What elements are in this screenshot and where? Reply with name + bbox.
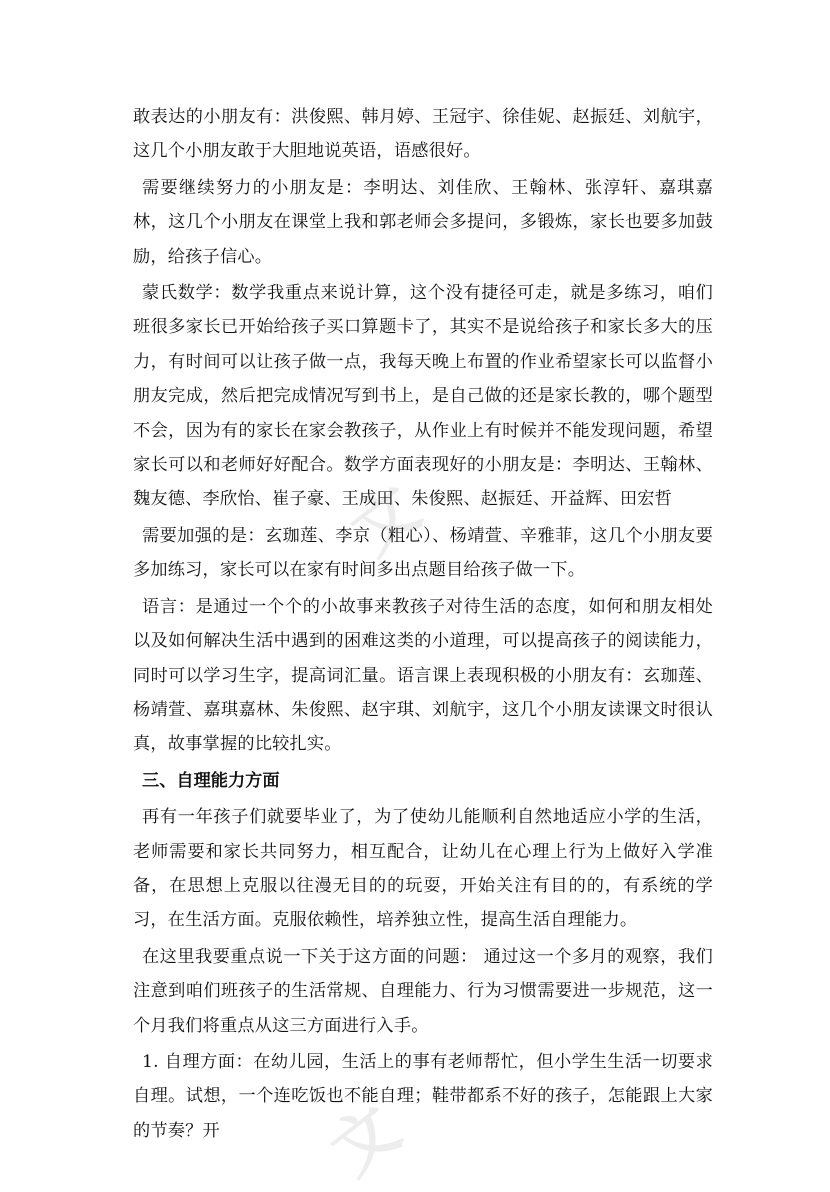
watermark: 文 <box>337 471 434 570</box>
paragraph-english-improve: 需要继续努力的小朋友是：李明达、刘佳欣、王翰林、张淳轩、嘉琪嘉林，这几个小朋友在课堂上我和郭老师会多提问，多锻炼，家长也要多加鼓励，给孩子信心。 <box>133 177 713 267</box>
paragraph-self-care-focus: 在这里我要重点说一下关于这方面的问题： 通过这一个多月的观察，我们注意到咱们班孩子的生活常规、自理能力、行为习惯需要进一步规范，这一个月我们将重点从这三方面进行入手。 <box>133 946 713 1036</box>
paragraph-math: 蒙氏数学：数学我重点来说计算，这个没有捷径可走，就是多练习，咱们班很多家长已开始给孩子买口算题卡了，其实不是说给孩子和家长多大的压力，有时间可以让孩子做一点，我每天晚上布置的作业希望家长可以监督小朋友完成，然后把完成情况写到书上，是自己做的还是家长教的，哪个题型不会，因为有的家长在家会教孩子，从作业上有时候并不能发现问题，希望家长可以和老师好好配合。数学方面表现好的小朋友是：李明达、王翰林、魏友德、李欣怡、崔子豪、王成田、朱俊熙、赵振廷、开益辉、田宏哲 <box>133 283 713 510</box>
paragraph-english-confident: 敢表达的小朋友有：洪俊熙、韩月婷、王冠宇、徐佳妮、赵振廷、刘航宇，这几个小朋友敢于大胆地说英语，语感很好。 <box>133 107 713 162</box>
paragraph-self-care-item-1: 1. 自理方面：在幼儿园，生活上的事有老师帮忙，但小学生生活一切要求自理。试想，一个连吃饭也不能自理；鞋带都系不好的孩子，怎能跟上大家的节奏？开 <box>133 1051 713 1141</box>
paragraph-math-improve: 需要加强的是：玄珈莲、李京（粗心）、杨靖萱、辛雅菲，这几个小朋友要多加练习，家长可以在家有时间多出点题目给孩子做一下。 <box>133 525 713 581</box>
paragraph-language: 语言：是通过一个个的小故事来教孩子对待生活的态度，如何和朋友相处以及如何解决生活中遇到的困难这类的小道理，可以提高孩子的阅读能力，同时可以学习生字，提高词汇量。语言课上表现积极的小朋友有：玄珈莲、杨靖萱、嘉琪嘉林、朱俊熙、赵宇琪、刘航宇，这几个小朋友读课文时很认真，故事掌握的比较扎实。 <box>133 596 713 755</box>
document-body <box>133 100 713 1150</box>
section-heading: 三、自理能力方面 <box>142 770 280 791</box>
paragraph-self-care-intro: 再有一年孩子们就要毕业了，为了使幼儿能顺利自然地适应小学的生活，老师需要和家长共同努力，相互配合，让幼儿在心理上行为上做好入学准备，在思想上克服以往漫无目的的玩耍，开始关注有目的的，有系统的学习，在生活方面。克服依赖性，培养独立性，提高生活自理能力。 <box>133 807 713 931</box>
watermark: 文 <box>317 1091 414 1190</box>
